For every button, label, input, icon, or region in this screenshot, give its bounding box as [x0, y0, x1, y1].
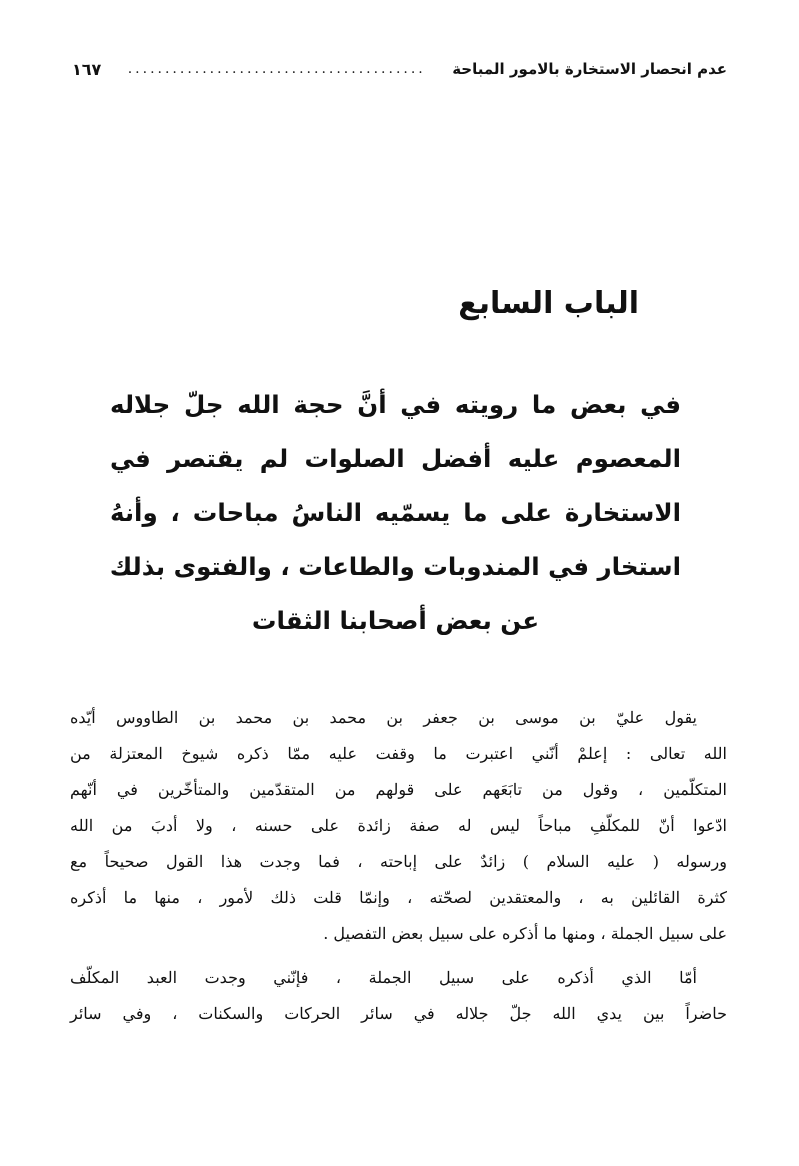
paragraph-line: الله تعالى : إعلمْ أنّني اعتبرت ما وقفت عليه ممّا ذكره شيوخ المعتزلة من: [70, 744, 727, 763]
paragraph-line: ادّعوا أنّ للمكلّفِ مباحاً ليس له صفة زائدة على حسنه ، ولا أدبَ من الله: [70, 816, 727, 835]
chapter-title-line: عن بعض أصحابنا الثقات: [251, 606, 540, 635]
chapter-title-line: المعصوم عليه أفضل الصلوات لم يقتصر في: [110, 444, 681, 473]
running-title: عدم انحصار الاستخارة بالامور المباحة: [452, 60, 727, 78]
paragraph-line: على سبيل الجملة ، ومنها ما أذكره على سبيل بعض التفصيل .: [323, 924, 727, 943]
chapter-title-line: الاستخارة على ما يسمّيه الناسُ مباحات ، وأنهُ: [110, 498, 681, 527]
leader-dots: ........................................: [127, 61, 426, 77]
chapter-heading: الباب السابع: [458, 286, 639, 321]
chapter-title: [110, 378, 681, 648]
paragraph-line: المتكلّمين ، وقول من تابَعَهم على قولهم من المتقدّمين والمتأخّرين في أنّهم: [70, 780, 727, 799]
page-number: ١٦٧: [72, 59, 102, 79]
paragraph-line: يقول عليّ بن موسى بن جعفر بن محمد بن محمد بن الطاووس أيّده: [70, 708, 697, 727]
paragraph-gap: [70, 952, 727, 960]
paragraph-line: أمّا الذي أذكره على سبيل الجملة ، فإنّني وجدت العبد المكلّف: [70, 968, 697, 987]
paragraph-line: كثرة القائلين به ، والمعتقدين لصحّته ، وإنمّا قلت ذلك لأمور ، منها ما أذكره: [70, 888, 727, 907]
paragraph-line: ورسوله ( عليه السلام ) زائدٌ على إباحته ، فما وجدت هذا القول صحيحاً مع: [70, 852, 727, 871]
page-header: [72, 52, 727, 86]
chapter-title-line: استخار في المندوبات والطاعات ، والفتوى بذلك: [109, 552, 681, 581]
body-text: [70, 700, 727, 1032]
paragraph-line: حاضراً بين يدي الله جلّ جلاله في سائر الحركات والسكنات ، وفي سائر: [70, 1004, 727, 1023]
chapter-title-line: في بعض ما رويته في أنَّ حجة الله جلّ جلاله: [110, 390, 681, 419]
